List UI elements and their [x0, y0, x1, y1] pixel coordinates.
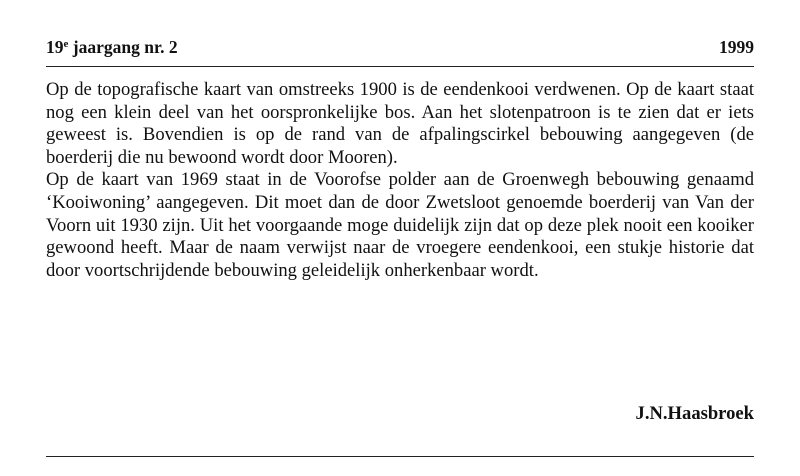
paragraph-1: Op de topografische kaart van omstreeks 1900 is de eendenkooi verdwenen. Op de kaart staat nog een klein deel van het oorspronkelijke bos. Aan het slotenpatroon is te zien dat er iets geweest is. Bovendien is op de rand van de afpalingscirkel bebouwing aangegeven (de boerderij die nu bewoond wordt door Mooren). — [46, 79, 754, 168]
issue-number: 19 — [46, 37, 64, 57]
issue-rest: jaargang nr. 2 — [68, 37, 178, 57]
page-header — [46, 34, 754, 60]
issue-superscript: e — [63, 38, 69, 50]
paragraph-2: Op de kaart van 1969 staat in de Voorofse polder aan de Groenwegh bebouwing genaamd ‘Kooiwoning’ aangegeven. Dit moet dan de door Zwetsloot genoemde boerderij van Van der Voorn uit 1930 zijn. Uit het voorgaande moge duidelijk zijn dat op deze plek nooit een kooiker gewoond heeft. Maar de naam verwijst naar de vroegere eendenkooi, een stukje historie dat door voortschrijdende bebouwing geleidelijk onherkenbaar wordt. — [46, 169, 754, 281]
year-label: 1999 — [719, 37, 754, 57]
footer-divider — [46, 456, 754, 457]
issue-label — [46, 34, 178, 63]
author-signature: J.N.Haasbroek — [635, 403, 754, 424]
header-divider — [46, 66, 754, 67]
article-body — [46, 79, 754, 282]
